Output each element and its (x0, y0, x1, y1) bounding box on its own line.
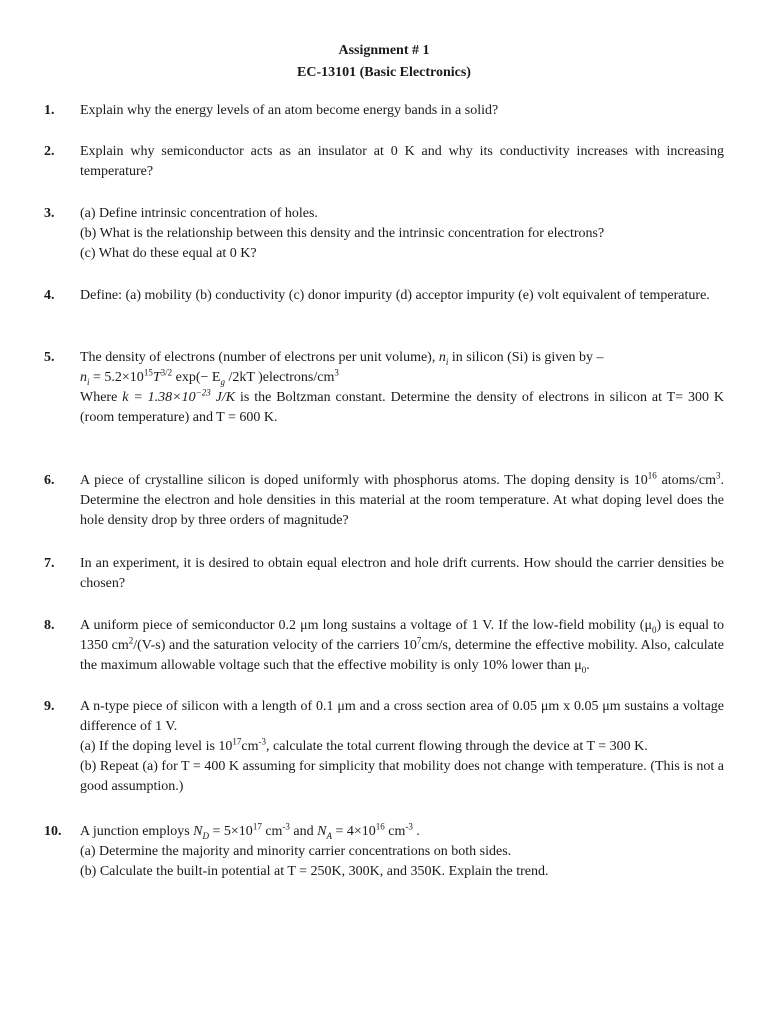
question-1 (44, 101, 724, 121)
assignment-title: Assignment # 1 (338, 43, 430, 58)
intro-text: The density of electrons (number of electrons per unit volume), (80, 350, 436, 365)
nd-value: = 5×10 (209, 824, 253, 839)
question-9 (44, 697, 724, 797)
text-part: (a) If the doping level is 10 (80, 739, 233, 754)
k-unit: J/K (210, 390, 236, 405)
boltzmann-constant (122, 387, 236, 405)
var-sub: i (445, 356, 449, 367)
document-header (0, 40, 768, 84)
text-part: atoms/cm (656, 473, 716, 488)
question-2 (44, 142, 724, 182)
question-number: 2. (44, 144, 55, 159)
text-part: A junction employs (80, 824, 194, 839)
question-part-b: (b) Calculate the built-in potential at T = 250K, 300K, and 350K. Explain the trend. (80, 864, 549, 879)
intro-text-end: in silicon (Si) is given by – (451, 350, 604, 365)
question-text: Explain why semiconductor acts as an insulator at 0 K and why its conductivity increases with increasing temperature? (80, 144, 724, 179)
eq-n: n (80, 370, 87, 385)
question-text: Define: (a) mobility (b) conductivity (c) donor impurity (d) acceptor impurity (e) volt equivalent of temperature. (80, 288, 710, 303)
and-text: and (289, 824, 318, 839)
question-number: 4. (44, 288, 55, 303)
question-number: 1. (44, 103, 55, 118)
question-5 (44, 348, 724, 428)
question-10 (44, 822, 724, 882)
question-text: In an experiment, it is desired to obtain equal electron and hole drift currents. How should the carrier densities be chosen? (80, 556, 724, 591)
text-part: /(V-s) and the saturation velocity of the carriers 10 (133, 638, 417, 653)
nd-exponent: 17 (252, 821, 262, 832)
subscript: 0 (651, 624, 657, 635)
question-4 (44, 286, 724, 306)
text-part: A piece of crystalline silicon is doped uniformly with phosphorus atoms. The doping density is 10 (80, 473, 648, 488)
nd-var: N (193, 824, 203, 839)
na-unit-exponent: -3 (405, 821, 413, 832)
na-value: = 4×10 (331, 824, 376, 839)
question-part-a: (a) Define intrinsic concentration of holes. (80, 206, 318, 221)
question-7 (44, 554, 724, 594)
question-number: 7. (44, 556, 55, 571)
k-value: k = 1.38×10 (122, 390, 196, 405)
var-n: n (438, 350, 446, 365)
subscript: 0 (581, 664, 587, 675)
na-sub: A (326, 830, 332, 841)
where-label: Where (80, 390, 118, 405)
text-part: . (586, 658, 590, 673)
question-text (80, 616, 724, 676)
exponent: 17 (232, 736, 242, 747)
where-text: is the Boltzman constant. Determine the density of electrons in silicon at T= 300 K (room temperature) and T = 600 K. (80, 390, 725, 425)
question-text: A n-type piece of silicon with a length of 0.1 μm and a cross section area of 0.05 μm x 0.05 μm sustains a voltage difference of 1 V. (80, 699, 724, 734)
question-6 (44, 471, 724, 531)
question-intro (80, 348, 724, 368)
text-part: A uniform piece of semiconductor 0.2 μm long sustains a voltage of 1 V. If the low-field mobility (μ (80, 618, 652, 633)
text-part: . Determine the electron and hole densities in this material at the room temperature. At what doping level does the hole density drop by three orders of magnitude? (80, 473, 724, 528)
eq-coefficient: = 5.2×10 (89, 370, 144, 385)
question-part-b: (b) What is the relationship between this density and the intrinsic concentration for electrons? (80, 226, 605, 241)
text-part: cm (241, 739, 259, 754)
nd-sub: D (202, 830, 210, 841)
question-number: 10. (44, 824, 62, 839)
na-unit: cm (384, 824, 406, 839)
ni-variable (439, 350, 449, 365)
question-number: 8. (44, 618, 55, 633)
na-var: N (317, 824, 327, 839)
question-3 (44, 204, 724, 264)
exponent: -3 (258, 736, 267, 747)
eq-exp: exp(− E (172, 370, 221, 385)
question-8 (44, 616, 724, 676)
question-number: 9. (44, 699, 55, 714)
k-exponent: −23 (195, 387, 211, 398)
nd-unit-exponent: -3 (282, 821, 290, 832)
exponent: 16 (647, 470, 657, 481)
question-part-b: (b) Repeat (a) for T = 400 K assuming for simplicity that mobility does not change with temperature. (This is not a good assumption.) (80, 759, 724, 794)
eq-units-exponent: 3 (334, 367, 339, 378)
exponent: 3 (716, 470, 721, 481)
eq-t: T (152, 370, 161, 385)
question-text: Explain why the energy levels of an atom become energy bands in a solid? (80, 103, 499, 118)
question-part-a: (a) Determine the majority and minority carrier concentrations on both sides. (80, 844, 512, 859)
question-part-a (80, 737, 724, 757)
question-text (80, 471, 724, 531)
eq-t-exponent: 3/2 (160, 367, 173, 378)
eq-n-sub: i (87, 376, 90, 387)
question-part-c: (c) What do these equal at 0 K? (80, 246, 257, 261)
eq-units: /2kT )electrons/cm (224, 370, 335, 385)
question-number: 5. (44, 350, 55, 365)
equation-ni (80, 368, 724, 388)
na-exponent: 16 (375, 821, 385, 832)
text-part: , calculate the total current flowing through the device at T = 300 K. (266, 739, 648, 754)
course-title: EC-13101 (Basic Electronics) (297, 65, 471, 80)
text-part: cm/s, determine the effective mobility. Also, calculate the maximum allowable voltage such that the effective mobility is only 10% lower than μ (80, 638, 724, 673)
question-text (80, 822, 724, 842)
question-where (80, 388, 724, 428)
exponent: 7 (416, 635, 422, 646)
end-text: . (412, 824, 420, 839)
exponent: 2 (128, 635, 134, 646)
eq-exponent: 15 (143, 367, 153, 378)
text-part: ) is equal to 1350 cm (80, 618, 724, 653)
nd-unit: cm (261, 824, 283, 839)
question-number: 6. (44, 473, 55, 488)
question-number: 3. (44, 206, 55, 221)
eq-g-sub: g (220, 376, 225, 387)
